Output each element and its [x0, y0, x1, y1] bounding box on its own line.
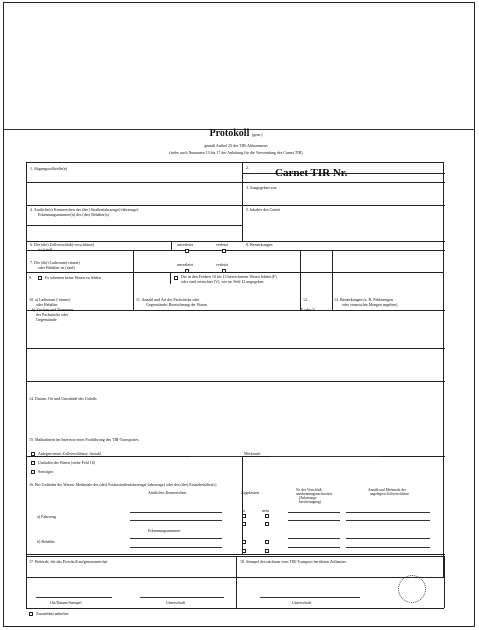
- field-17-signature-label: Unterschrift: [166, 600, 186, 605]
- field-2-number: 2.: [246, 165, 249, 170]
- field-16-header-cert-2: anerkennungsnachweises: [296, 492, 333, 496]
- vehicle-seals-line-2[interactable]: [346, 520, 430, 521]
- container-number-line-1[interactable]: [130, 538, 222, 539]
- rule: [170, 272, 171, 284]
- field-11-sublabel: Gegenstände; Bezeichnung der Waren: [146, 302, 208, 307]
- field-9-missing-label: Die in den Feldern 10 bis 13 bezeichneten Waren fehlen (F): [181, 274, 277, 279]
- field-15-new-seals-label: Anlegen neuer Zollverschlüsse: Anzahl: [38, 451, 101, 456]
- field-9-destroyed-label: oder sind vernichtet (V), wie im Feld 12 angegeben: [181, 279, 264, 284]
- field-12-number: 12.: [303, 297, 308, 302]
- attach-sheet-label: Zusatzblatt anheften: [36, 611, 69, 616]
- field-7-label: 7. Der (die) Laderaum(-räume): [30, 260, 80, 265]
- field-3-label: 3. Ausgegeben von: [246, 185, 277, 190]
- attach-sheet-checkbox[interactable]: [29, 612, 33, 616]
- container-no-checkbox-1[interactable]: [265, 540, 269, 544]
- vehicle-yes-checkbox-2[interactable]: [242, 522, 246, 526]
- field-11-label: 11. Anzahl und Art der Packstücke oder: [136, 297, 200, 302]
- field-18-signature-label: Unterschrift: [292, 600, 312, 605]
- field-17-place-date-line[interactable]: [36, 597, 112, 598]
- protocol-form-lower: [26, 162, 444, 578]
- field-13-sublabel: oder vermischte Mengen angeben): [342, 302, 398, 307]
- stamp-circle-icon: [398, 575, 426, 603]
- rule: [26, 272, 444, 273]
- field-16-header-plate: Amtliches Kennzeichen: [148, 490, 187, 495]
- field-7-sublabel: oder Behälter ist (sind): [38, 265, 75, 270]
- field-9-number: 9.: [29, 275, 32, 280]
- field-15-other-label: Sonstiges: [38, 469, 54, 474]
- field-15-transfer-checkbox[interactable]: [31, 461, 35, 465]
- field-16-container-number-label: Erkennungsnummer: [148, 528, 181, 533]
- field-15-marks-label: Merkmale: [244, 451, 261, 456]
- container-yes-checkbox-2[interactable]: [242, 549, 246, 553]
- subtitle-1: gemäß Artikel 25 des TIR-Abkommens: [204, 143, 268, 148]
- vehicle-no-checkbox-2[interactable]: [265, 522, 269, 526]
- field-10-sublabel-2: b) Zeichen und Nummern: [32, 307, 74, 312]
- field-16-vehicle-label: a) Fahrzeug: [37, 514, 56, 519]
- field-16-header-cert-4: bescheinigung): [299, 500, 321, 504]
- container-number-line-2[interactable]: [130, 547, 222, 548]
- field-8-label: 8. Bemerkungen: [246, 242, 273, 247]
- field-1-label: 1. Abgangszollstelle(n): [30, 166, 68, 171]
- field-7-intact-label: unverletzt: [177, 262, 193, 267]
- field-16-no-label: nein: [262, 508, 269, 513]
- rule: [26, 556, 444, 557]
- field-10-sublabel-4: Gegenstände: [36, 317, 57, 322]
- field-15-count-line[interactable]: [190, 456, 240, 457]
- field-15-new-seals-checkbox[interactable]: [31, 452, 35, 456]
- field-10-label: 10. a) Laderaum (-räume): [29, 297, 71, 302]
- container-cert-line-2[interactable]: [288, 547, 340, 548]
- field-6-label: 6. Der (die) Zollverschluß(-verschlüsse): [30, 242, 95, 247]
- field-16-container-label: b) Behälter: [37, 539, 55, 544]
- rule: [26, 556, 27, 608]
- field-16-header-seals-2: angelegten Zollverschlüsse: [370, 492, 410, 496]
- field-14-label: 14. Datum, Ort und Umstände des Unfalls: [29, 396, 97, 401]
- rule: [236, 556, 237, 608]
- field-18-signature-line[interactable]: [260, 597, 360, 598]
- field-9-no-missing-label: Es scheinen keine Waren zu fehlen: [45, 275, 101, 280]
- field-13-label: 13. Bemerkungen (z. B. Fehlmengen: [334, 297, 393, 302]
- container-seals-line-2[interactable]: [346, 547, 430, 548]
- field-17-place-date-label: Ort/Datum/Stempel: [50, 600, 82, 605]
- field-16-header-cert-3: (Zulassungs-: [299, 496, 318, 500]
- field-4-label: 4. Amtliche(s) Kennzeichen des (der) Straßenfahrzeugs(-fahrzeuge): [30, 207, 139, 212]
- field-10-sublabel-1: oder Behälter: [36, 302, 58, 307]
- field-6-broken-label: verletzt: [216, 242, 228, 247]
- subtitle-2: (siehe auch Nummern 13 bis 17 der Anleitung für die Verwendung des Carnet TIR): [169, 150, 303, 155]
- field-6-sublabel: ist (sind): [38, 247, 53, 252]
- container-no-checkbox-2[interactable]: [265, 549, 269, 553]
- field-9-missing-checkbox[interactable]: [174, 276, 178, 280]
- field-12-label: F oder V: [301, 307, 316, 312]
- rule: [26, 608, 444, 609]
- field-6-intact-label: unverletzt: [177, 242, 193, 247]
- page-title: Protokoll (gem.): [209, 128, 263, 139]
- vehicle-no-checkbox-1[interactable]: [265, 514, 269, 518]
- vehicle-plate-line-1[interactable]: [130, 512, 222, 513]
- field-16-label: 16. Bei Umladen der Waren: Merkmale des (der) Ersatzstraßenfahrzeugs(-fahrzeuge) oder des (der) Ersatzbehälter(s): [29, 482, 217, 487]
- vehicle-cert-line-2[interactable]: [288, 520, 340, 521]
- title-note: (gem.): [251, 132, 263, 137]
- vehicle-plate-line-2[interactable]: [130, 520, 222, 521]
- field-18-label: 18. Stempel des nächsten vom TIR-Transport berührten Zollamtes: [240, 559, 346, 564]
- field-4-sublabel: Erkennungsnummer(n) des (der) Behälter(s): [38, 212, 109, 217]
- field-17-signature-line[interactable]: [140, 597, 224, 598]
- container-cert-line-1[interactable]: [288, 538, 340, 539]
- field-17-label: 17. Behörde, die das Protokoll aufgenommen hat: [29, 559, 108, 564]
- vehicle-cert-line-1[interactable]: [288, 512, 340, 513]
- field-16-header-cert-1: Nr. des Verschluß-: [296, 488, 323, 492]
- carnet-tir-heading: Carnet TIR Nr.: [275, 167, 348, 179]
- field-10-sublabel-3: der Packstücke oder: [36, 312, 69, 317]
- container-yes-checkbox-1[interactable]: [242, 540, 246, 544]
- field-16-header-approved: Zugelassen: [241, 490, 259, 495]
- field-16-yes-label: ja: [242, 508, 245, 513]
- vehicle-seals-line-1[interactable]: [346, 512, 430, 513]
- field-9-no-missing-checkbox[interactable]: [38, 276, 42, 280]
- rule: [444, 556, 445, 608]
- container-seals-line-1[interactable]: [346, 538, 430, 539]
- vehicle-yes-checkbox-1[interactable]: [242, 514, 246, 518]
- field-15-marks-line[interactable]: [270, 456, 380, 457]
- field-16-header-seals-1: Anzahl und Merkmale der: [368, 488, 406, 492]
- field-15-label: 15. Maßnahmen im Interesse einer Fortführung des TIR-Transportes: [29, 437, 139, 442]
- field-5-label: 5. Inhaber des Carnet: [246, 207, 281, 212]
- field-7-broken-label: verletzt: [216, 262, 228, 267]
- field-15-other-checkbox[interactable]: [31, 470, 35, 474]
- field-15-transfer-label: Umladen der Waren (siehe Feld 16): [38, 460, 96, 465]
